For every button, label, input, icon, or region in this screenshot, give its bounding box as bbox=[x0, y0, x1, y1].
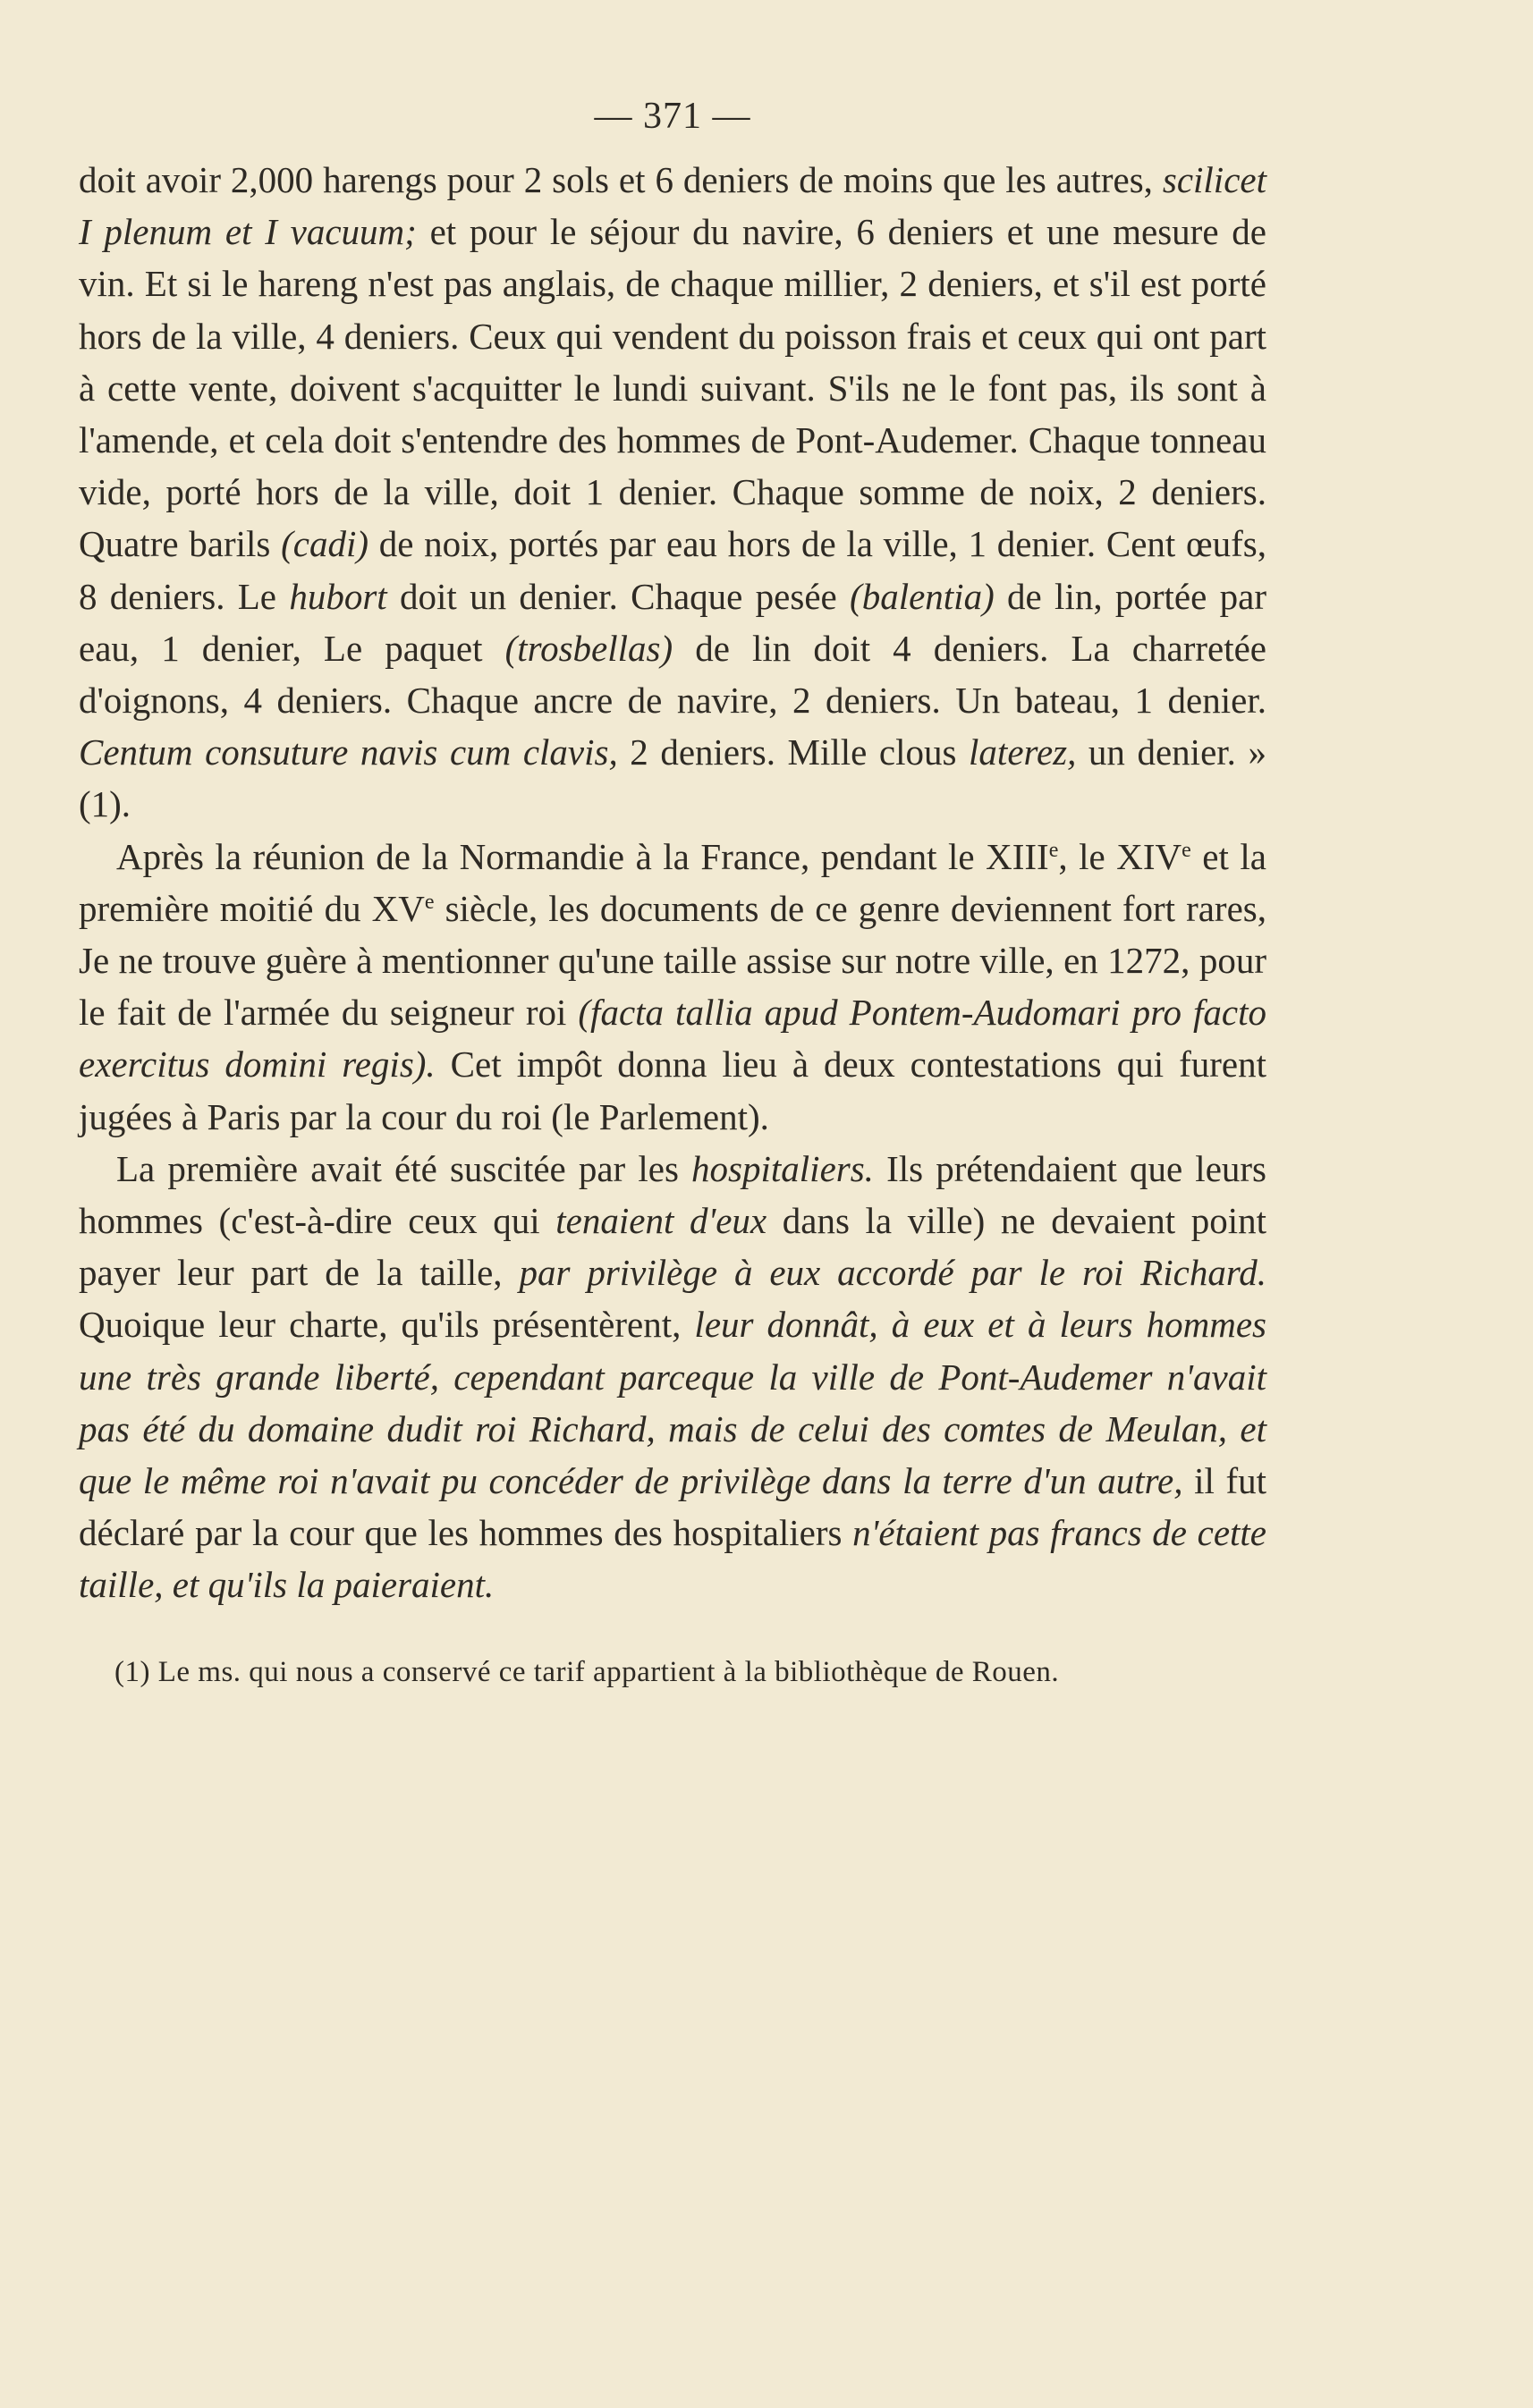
text-segment: et pour le séjour du navire, 6 deniers et une mesure de vin. Et si le hareng n'est pas anglais, de chaque millier, 2 deniers, et s'il est porté hors de la ville, 4 deniers. Ceux qui vendent du poisson frais et ceux qui ont part à cette vente, doivent s'acquitter le lundi suivant. S'ils ne le font pas, ils sont à l'amende, et cela doit s'entendre des hommes de Pont-Audemer. Chaque tonneau vide, porté hors de la ville, doit 1 denier. Chaque somme de noix, 2 deniers. Quatre barils bbox=[79, 211, 1266, 565]
italic-segment: hubort bbox=[289, 575, 387, 617]
text-segment: 2 deniers. Mille clous bbox=[617, 731, 970, 773]
italic-segment: (balentia) bbox=[850, 575, 995, 617]
superscript: e bbox=[1182, 838, 1191, 862]
text-segment: de noix, portés par eau hors de la ville, 1 denier. Cent œufs, 8 deniers. Le bbox=[79, 523, 1267, 617]
body-text bbox=[79, 154, 1266, 1611]
italic-segment: laterez, bbox=[969, 731, 1077, 773]
italic-segment: (trosbellas) bbox=[504, 627, 673, 669]
text-segment: Après la réunion de la Normandie à la France, pendant le XIII bbox=[116, 835, 1049, 877]
text-segment: et la première moitié du XV bbox=[79, 835, 1266, 929]
italic-segment: leur donnât, à eux et à leurs hommes une très grande liberté, cependant parceque la ville de Pont-Audemer n'avait pas été du domaine dudit roi Richard, mais de celui des comtes de Meulan, et que le même roi n'avait pu concéder de privilège dans la terre d'un autre, bbox=[79, 1304, 1266, 1502]
superscript: e bbox=[424, 890, 435, 914]
text-segment: il fut déclaré par la cour que les hommes des hospitaliers bbox=[79, 1460, 1266, 1554]
text-segment: de lin doit 4 deniers. La charretée d'oignons, 4 deniers. Chaque ancre de navire, 2 deniers. Un bateau, 1 denier. bbox=[79, 627, 1266, 722]
text-segment: dans la ville) ne devaient point payer leur part de la taille, bbox=[79, 1200, 1266, 1294]
text-segment: siècle, les documents de ce genre deviennent fort rares, Je ne trouve guère à mentionner qu'une taille assise sur notre ville, en 1272, pour le fait de l'armée du seigneur roi bbox=[79, 887, 1266, 1034]
italic-segment: (facta tallia apud Pontem-Audomari pro facto exercitus domini regis). bbox=[79, 992, 1266, 1086]
italic-segment: hospitaliers. bbox=[691, 1147, 874, 1189]
text-segment: La première avait été suscitée par les bbox=[116, 1147, 692, 1189]
text-segment: , le XIV bbox=[1058, 835, 1182, 877]
text-segment: un denier. » (1). bbox=[79, 731, 1266, 825]
text-segment: doit avoir 2,000 harengs pour 2 sols et 6 deniers de moins que les autres, bbox=[79, 159, 1163, 200]
superscript: e bbox=[1048, 838, 1059, 862]
page-number: — 371 — bbox=[594, 96, 751, 137]
italic-segment: par privilège à eux accordé par le roi Richard. bbox=[519, 1252, 1266, 1294]
italic-segment: n'étaient pas francs de cette taille, et qu'ils la paieraient. bbox=[79, 1512, 1266, 1606]
italic-segment: Centum consuture navis cum clavis, bbox=[79, 731, 618, 773]
text-segment: Quoique leur charte, qu'ils présentèrent, bbox=[79, 1304, 695, 1346]
text-segment: doit un denier. Chaque pesée bbox=[386, 575, 851, 617]
text-segment: Cet impôt donna lieu à deux contestations qui furent jugées à Paris par la cour du roi (le Parlement). bbox=[79, 1043, 1266, 1137]
text-segment: Ils prétendaient que leurs hommes (c'est-à-dire ceux qui bbox=[79, 1147, 1267, 1242]
paragraph-2 bbox=[79, 831, 1266, 1143]
paragraph-3 bbox=[79, 1143, 1266, 1611]
paragraph-1 bbox=[79, 154, 1266, 831]
italic-segment: scilicet I plenum et I vacuum; bbox=[79, 159, 1266, 253]
italic-segment: (cadi) bbox=[281, 523, 368, 565]
text-segment: de lin, portée par eau, 1 denier, Le paquet bbox=[79, 575, 1266, 669]
footnote: (1) Le ms. qui nous a conservé ce tarif appartient à la bibliothèque de Rouen. bbox=[114, 1655, 1060, 1688]
italic-segment: tenaient d'eux bbox=[555, 1200, 767, 1242]
